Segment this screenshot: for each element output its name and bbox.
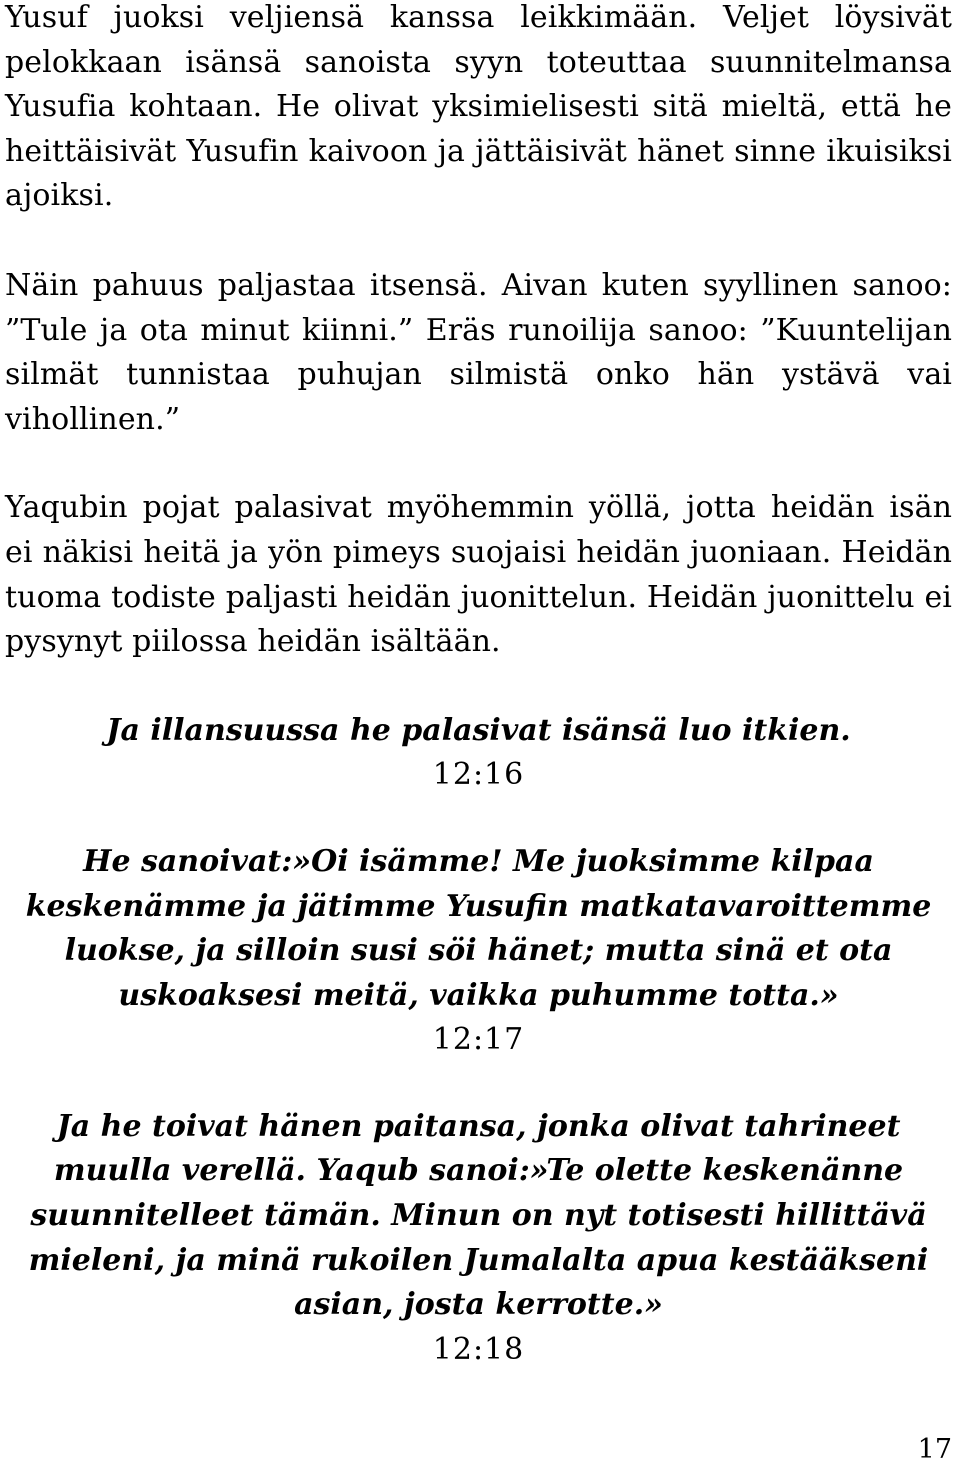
verse-number: 12:16: [432, 757, 525, 793]
verse-text: He sanoivat:»Oi isämme! Me juoksimme kilpaa keskenämme ja jätimme Yusufin matkatavaroittemme luokse, ja silloin susi söi hänet; mutta sinä et ota uskoaksesi meitä, vaikka puhumme totta.»: [25, 843, 932, 1013]
paragraph-evil-reveals: Näin pahuus paljastaa itsensä. Aivan kuten syyllinen sanoo: ”Tule ja ota minut kiinni.” Eräs runoilija sanoo: ”Kuuntelijan silmät tunnistaa puhujan silmistä onko hän ystävä vai vihollinen.”: [5, 267, 952, 437]
verse-number: 12:18: [432, 1331, 525, 1367]
verse-block-12-18: [5, 1105, 952, 1373]
paragraph-return-at-night: Yaqubin pojat palasivat myöhemmin yöllä, jotta heidän isän ei näkisi heitä ja yön pimeys suojaisi heidän juoniaan. Heidän tuoma todiste paljasti heidän juonittelun. Heidän juonittelu ei pysynyt piilossa heidän isältään.: [5, 490, 952, 660]
verse-text: Ja illansuussa he palasivat isänsä luo itkien.: [106, 712, 851, 748]
page-number: 17: [917, 1434, 952, 1465]
verse-text: Ja he toivat hänen paitansa, jonka olivat tahrineet muulla verellä. Yaqub sanoi:»Te olette keskenänne suunnitelleet tämän. Minun on nyt totisesti hillittävä mieleni, ja minä rukoilen Jumalalta apua kestääkseni asian, josta kerrotte.»: [28, 1108, 929, 1323]
paragraph-yusuf-brothers: Yusuf juoksi veljiensä kanssa leikkimään. Veljet löysivät pelokkaan isänsä sanoista syyn toteuttaa suunnitelmansa Yusufia kohtaan. He olivat yksimielisesti sitä mieltä, että he heittäisivät Yusufin kaivoon ja jättäisivät hänet sinne ikuisiksi ajoiksi.: [5, 0, 952, 214]
verse-block-12-16: [5, 709, 952, 798]
verse-number: 12:17: [432, 1022, 525, 1058]
verse-block-12-17: [5, 840, 952, 1063]
